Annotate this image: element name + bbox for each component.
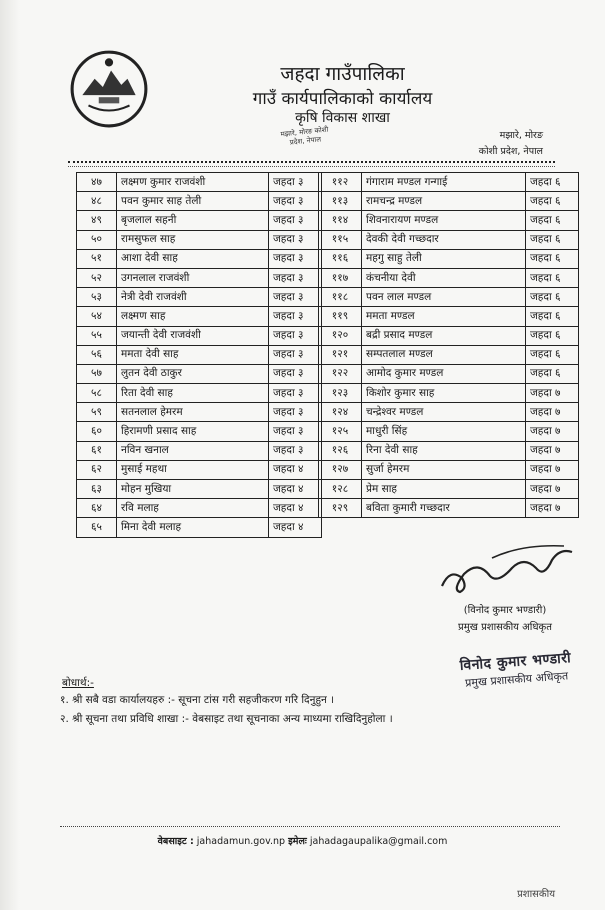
table-row [319, 460, 579, 479]
ward: जहदा ३ [269, 211, 322, 230]
serial-number: ४९ [77, 211, 117, 230]
serial-number: ५१ [77, 249, 117, 268]
person-name: शिवनारायण मण्डल [362, 211, 526, 230]
serial-number: ६५ [77, 518, 117, 537]
ward: जहदा ६ [526, 249, 579, 268]
table-row [77, 480, 322, 499]
ward: जहदा ७ [526, 422, 579, 441]
stamp-name: विनोद कुमार भण्डारी [459, 650, 572, 674]
serial-number: ११६ [319, 249, 362, 268]
ward: जहदा ४ [269, 499, 322, 518]
table-row [77, 460, 322, 479]
serial-number: ११७ [319, 268, 362, 287]
ward: जहदा ३ [269, 288, 322, 307]
serial-number: १२९ [319, 499, 362, 518]
table-row [319, 307, 579, 326]
ward: जहदा ४ [269, 460, 322, 479]
serial-number: ५२ [77, 268, 117, 287]
ward: जहदा ३ [269, 441, 322, 460]
website-value: jahadamun.gov.np [196, 836, 286, 847]
serial-number: १२० [319, 326, 362, 345]
ward: जहदा ६ [526, 364, 579, 383]
ward: जहदा ६ [526, 211, 579, 230]
table-row [77, 518, 322, 537]
table-row [319, 403, 579, 422]
person-name: नेत्री देवी राजवंशी [117, 288, 269, 307]
table-row [77, 364, 322, 383]
person-name: ममता मण्डल [362, 307, 526, 326]
table-row [77, 326, 322, 345]
ward: जहदा ६ [526, 192, 579, 211]
ward: जहदा ७ [526, 460, 579, 479]
serial-number: १२७ [319, 460, 362, 479]
signatory-title: प्रमुख प्रशासकीय अधिकृत [458, 622, 552, 633]
person-name: बविता कुमारी गच्छदार [362, 499, 526, 518]
table-row [319, 480, 579, 499]
ward: जहदा ६ [526, 345, 579, 364]
serial-number: ५५ [77, 326, 117, 345]
seal-text: मझारे, मोरङ कोशी प्रदेश, नेपाल [280, 125, 329, 147]
table-row [77, 307, 322, 326]
email-label: इमेलः [288, 836, 307, 847]
person-name: पवन लाल मण्डल [362, 288, 526, 307]
ward: जहदा ३ [269, 384, 322, 403]
table-row [77, 211, 322, 230]
page-edge [0, 0, 20, 910]
person-name: सम्पतलाल मण्डल [362, 345, 526, 364]
table-row [319, 249, 579, 268]
ward: जहदा ३ [269, 422, 322, 441]
cc-heading: बोधार्थ:- [62, 677, 94, 689]
table-row [319, 230, 579, 249]
serial-number: ११२ [319, 173, 362, 192]
list-table-left [76, 172, 322, 538]
person-name: माधुरी सिंह [362, 422, 526, 441]
table-row [319, 422, 579, 441]
ward: जहदा ४ [269, 518, 322, 537]
table-row [319, 441, 579, 460]
email-value: jahadagaupalika@gmail.com [309, 836, 448, 847]
serial-number: ५४ [77, 307, 117, 326]
serial-number: ११८ [319, 288, 362, 307]
stamp-title: प्रमुख प्रशासकीय अधिकृत [464, 669, 569, 690]
person-name: मिना देवी मलाह [117, 518, 269, 537]
divider [68, 161, 555, 163]
person-name: लुतन देवी ठाकुर [117, 364, 269, 383]
table-row [319, 499, 579, 518]
divider [60, 826, 560, 827]
person-name: रामचन्द्र मण्डल [362, 192, 526, 211]
serial-number: ५६ [77, 345, 117, 364]
serial-number: ५३ [77, 288, 117, 307]
person-name: उगनलाल राजवंशी [117, 268, 269, 287]
ward: जहदा ६ [526, 268, 579, 287]
ward: जहदा ३ [269, 173, 322, 192]
person-name: पवन कुमार साह तेली [117, 192, 269, 211]
list-table-right [318, 172, 579, 518]
person-name: महगु साहु तेली [362, 249, 526, 268]
table-row [77, 288, 322, 307]
serial-number: १२३ [319, 384, 362, 403]
table-row [319, 268, 579, 287]
ward: जहदा ७ [526, 384, 579, 403]
divider [68, 166, 555, 167]
person-name: लक्ष्मण कुमार राजवंशी [117, 173, 269, 192]
table-row [319, 345, 579, 364]
serial-number: ११४ [319, 211, 362, 230]
table-row [319, 211, 579, 230]
serial-number: ११९ [319, 307, 362, 326]
serial-number: १२८ [319, 480, 362, 499]
person-name: देवकी देवी गच्छदार [362, 230, 526, 249]
ward: जहदा ६ [526, 326, 579, 345]
person-name: प्रेम साह [362, 480, 526, 499]
person-name: सुर्जा हेमरम [362, 460, 526, 479]
person-name: रिना देवी साह [362, 441, 526, 460]
ward: जहदा ३ [269, 403, 322, 422]
ward: जहदा ६ [526, 288, 579, 307]
serial-number: १२४ [319, 403, 362, 422]
person-name: मुसाई महथा [117, 460, 269, 479]
ward: जहदा ७ [526, 480, 579, 499]
table-row [77, 173, 322, 192]
ward: जहदा ७ [526, 441, 579, 460]
ward: जहदा ३ [269, 326, 322, 345]
serial-number: १२१ [319, 345, 362, 364]
signatory-name: (विनोद कुमार भण्डारी) [463, 605, 547, 616]
serial-number: ६० [77, 422, 117, 441]
person-name: रवि मलाह [117, 499, 269, 518]
person-name: मोहन मुखिया [117, 480, 269, 499]
serial-number: ६१ [77, 441, 117, 460]
table-row [77, 268, 322, 287]
table-row [319, 384, 579, 403]
ward: जहदा ३ [269, 345, 322, 364]
serial-number: ६३ [77, 480, 117, 499]
table-row [77, 230, 322, 249]
serial-number: ४७ [77, 173, 117, 192]
table-row [77, 403, 322, 422]
ward: जहदा ६ [526, 307, 579, 326]
serial-number: ११३ [319, 192, 362, 211]
serial-number: ५७ [77, 364, 117, 383]
person-name: रिता देवी साह [117, 384, 269, 403]
ward: जहदा ३ [269, 230, 322, 249]
torn-stamp-fragment: प्रशासकीय [517, 889, 555, 900]
person-name: लक्ष्मण साह [117, 307, 269, 326]
table-row [319, 326, 579, 345]
signature-icon [432, 538, 582, 598]
ward: जहदा ३ [269, 307, 322, 326]
ward: जहदा ४ [269, 480, 322, 499]
table-row [77, 384, 322, 403]
section-name: कृषि विकास शाखा [295, 110, 390, 126]
ward: जहदा ६ [526, 230, 579, 249]
table-row [77, 345, 322, 364]
person-name: चन्द्रेश्वर मण्डल [362, 403, 526, 422]
person-name: आमोद कुमार मण्डल [362, 364, 526, 383]
table-row [77, 422, 322, 441]
serial-number: ५० [77, 230, 117, 249]
table-row [77, 249, 322, 268]
person-name: बृजलाल सहनी [117, 211, 269, 230]
table-row [319, 288, 579, 307]
serial-number: ६२ [77, 460, 117, 479]
serial-number: १२६ [319, 441, 362, 460]
table-row [77, 192, 322, 211]
municipality-name: जहदा गाउँपालिका [280, 63, 405, 85]
footer [0, 834, 605, 847]
address-line-2: कोशी प्रदेश, नेपाल [478, 146, 543, 157]
ward: जहदा ६ [526, 173, 579, 192]
serial-number: ४८ [77, 192, 117, 211]
person-name: जयान्ती देवी राजवंशी [117, 326, 269, 345]
ward: जहदा ३ [269, 268, 322, 287]
address-line-1: मझारे, मोरङ [499, 130, 543, 141]
table-row [319, 364, 579, 383]
person-name: रामसुफल साह [117, 230, 269, 249]
person-name: ममता देवी साह [117, 345, 269, 364]
office-name: गाउँ कार्यपालिकाको कार्यालय [252, 89, 433, 109]
person-name: नविन खनाल [117, 441, 269, 460]
name-stamp [445, 647, 587, 692]
person-name: आशा देवी साह [117, 249, 269, 268]
person-name: किशोर कुमार साह [362, 384, 526, 403]
table-row [77, 441, 322, 460]
ward: जहदा ३ [269, 192, 322, 211]
website-label: वेबसाइट : [157, 836, 194, 847]
serial-number: ५८ [77, 384, 117, 403]
ward: जहदा ७ [526, 403, 579, 422]
ward: जहदा ७ [526, 499, 579, 518]
person-name: सतनलाल हेमरम [117, 403, 269, 422]
person-name: हिरामणी प्रसाद साह [117, 422, 269, 441]
serial-number: ५९ [77, 403, 117, 422]
ward: जहदा ३ [269, 249, 322, 268]
serial-number: १२२ [319, 364, 362, 383]
table-row [77, 499, 322, 518]
cc-item: २. श्री सूचना तथा प्रविधि शाखा :- वेबसाइट तथा सूचनाका अन्य माध्यमा राखिदिनुहोला । [60, 713, 393, 725]
serial-number: १२५ [319, 422, 362, 441]
table-row [319, 192, 579, 211]
serial-number: ६४ [77, 499, 117, 518]
table-row [319, 173, 579, 192]
ward: जहदा ३ [269, 364, 322, 383]
person-name: बद्री प्रसाद मण्डल [362, 326, 526, 345]
serial-number: ११५ [319, 230, 362, 249]
person-name: गंगाराम मण्डल गन्गाई [362, 173, 526, 192]
cc-item: १. श्री सबै वडा कार्यालयहरु :- सूचना टांस गरी सहजीकरण गरि दिनुहुन । [60, 694, 335, 706]
person-name: कंचनीया देवी [362, 268, 526, 287]
